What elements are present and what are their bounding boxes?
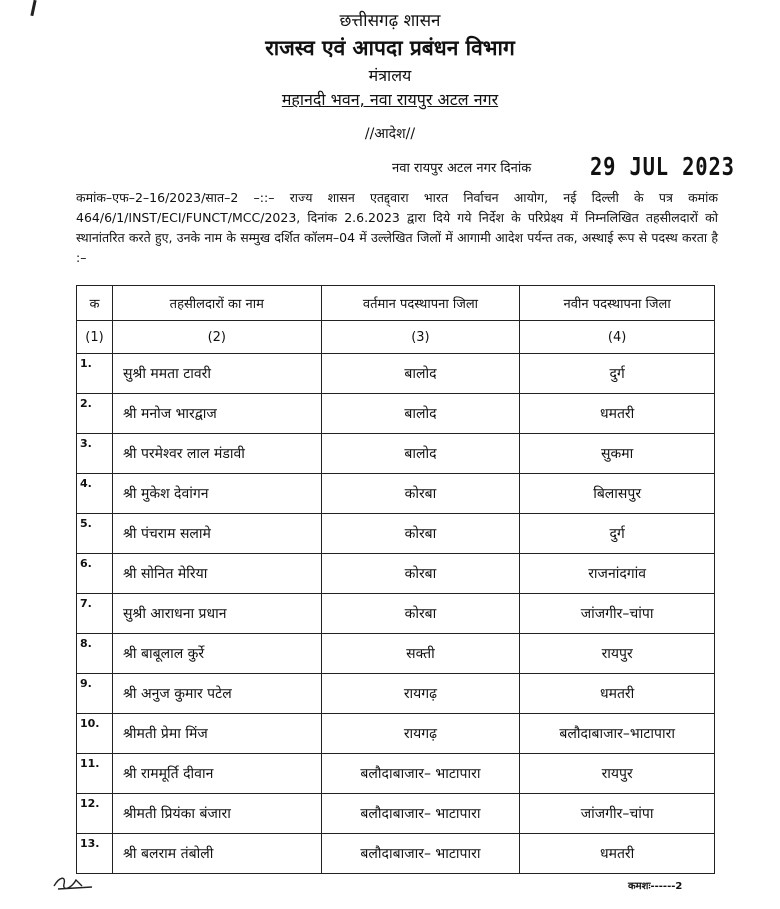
- table-row: [77, 634, 715, 674]
- table-row: [77, 354, 715, 394]
- new-district-cell: सुकमा: [520, 434, 715, 474]
- current-district-cell: बलौदाबाजार– भाटापारा: [321, 794, 520, 834]
- col-header-current-district: वर्तमान पदस्थापना जिला: [321, 286, 520, 321]
- government-name: छत्तीसगढ़ शासन: [339, 11, 441, 31]
- current-district-cell: रायगढ़: [321, 714, 520, 754]
- serial-cell: 5.: [77, 514, 113, 554]
- officer-name-cell: श्री अनुज कुमार पटेल: [112, 674, 321, 714]
- new-district-cell: राजनांदगांव: [520, 554, 715, 594]
- serial-cell: 3.: [77, 434, 113, 474]
- date-stamp: 29 JUL 2023: [590, 152, 735, 181]
- date-line: नवा रायपुर अटल नगर दिनांक: [392, 161, 532, 176]
- officer-name-cell: श्री मनोज भारद्वाज: [112, 394, 321, 434]
- current-district-cell: कोरबा: [321, 594, 520, 634]
- officer-name-cell: श्रीमती प्रियंका बंजारा: [112, 794, 321, 834]
- officer-name-cell: सुश्री ममता टावरी: [112, 354, 321, 394]
- col-header-serial: क: [77, 286, 113, 321]
- new-district-cell: बिलासपुर: [520, 474, 715, 514]
- table-row: [77, 754, 715, 794]
- column-index-row: [77, 321, 715, 354]
- new-district-cell: दुर्ग: [520, 514, 715, 554]
- address-line: महानदी भवन, नवा रायपुर अटल नगर: [281, 90, 499, 109]
- table-row: [77, 554, 715, 594]
- table-row: [77, 794, 715, 834]
- index-cell: (1): [77, 321, 113, 354]
- serial-cell: 10.: [77, 714, 113, 754]
- new-district-cell: जांजगीर–चांपा: [520, 594, 715, 634]
- table-row: [77, 394, 715, 434]
- order-title: //आदेश//: [364, 126, 416, 142]
- col-header-new-district: नवीन पदस्थापना जिला: [520, 286, 715, 321]
- current-district-cell: कोरबा: [321, 554, 520, 594]
- department-name: राजस्व एवं आपदा प्रबंधन विभाग: [265, 36, 515, 60]
- officer-name-cell: श्रीमती प्रेमा मिंज: [112, 714, 321, 754]
- current-district-cell: बालोद: [321, 354, 520, 394]
- officer-name-cell: श्री पंचराम सलामे: [112, 514, 321, 554]
- new-district-cell: धमतरी: [520, 674, 715, 714]
- current-district-cell: कोरबा: [321, 514, 520, 554]
- new-district-cell: जांजगीर–चांपा: [520, 794, 715, 834]
- table-row: [77, 834, 715, 874]
- serial-cell: 4.: [77, 474, 113, 514]
- officer-name-cell: श्री बाबूलाल कुर्रे: [112, 634, 321, 674]
- serial-cell: 6.: [77, 554, 113, 594]
- ministry-label: मंत्रालय: [368, 66, 412, 85]
- index-cell: (3): [321, 321, 520, 354]
- table-row: [77, 434, 715, 474]
- current-district-cell: बालोद: [321, 434, 520, 474]
- serial-cell: 11.: [77, 754, 113, 794]
- officer-name-cell: श्री मुकेश देवांगन: [112, 474, 321, 514]
- officer-name-cell: श्री राममूर्ति दीवान: [112, 754, 321, 794]
- new-district-cell: बलौदाबाजार–भाटापारा: [520, 714, 715, 754]
- new-district-cell: दुर्ग: [520, 354, 715, 394]
- table-row: [77, 594, 715, 634]
- current-district-cell: कोरबा: [321, 474, 520, 514]
- officer-name-cell: श्री बलराम तंबोली: [112, 834, 321, 874]
- index-cell: (4): [520, 321, 715, 354]
- current-district-cell: रायगढ़: [321, 674, 520, 714]
- new-district-cell: रायपुर: [520, 634, 715, 674]
- col-header-name: तहसीलदारों का नाम: [112, 286, 321, 321]
- order-paragraph: कमांक–एफ–2–16/2023/सात–2 –::– राज्य शासन एतद्द्वारा भारत निर्वाचन आयोग, नई दिल्ली के पत्र कमांक 464/6/1/INST/ECI/FUNCT/MCC/2023, दिनांक 2.6.2023 द्वारा दिये गये निर्देश के परिप्रेक्ष्य में निम्नलिखित तहसीलदारों को स्थानांतरित करते हुए, उनके नाम के सम्मुख दर्शित कॉलम–04 में उल्लेखित जिलों में आगामी आदेश पर्यन्त तक, अस्थाई रूप से पदस्थ करता है :–: [76, 190, 718, 265]
- serial-cell: 1.: [77, 354, 113, 394]
- table-row: [77, 474, 715, 514]
- officer-name-cell: श्री सोनित मेरिया: [112, 554, 321, 594]
- current-district-cell: बालोद: [321, 394, 520, 434]
- serial-cell: 7.: [77, 594, 113, 634]
- index-cell: (2): [112, 321, 321, 354]
- current-district-cell: बलौदाबाजार– भाटापारा: [321, 754, 520, 794]
- new-district-cell: रायपुर: [520, 754, 715, 794]
- table-row: [77, 674, 715, 714]
- serial-cell: 9.: [77, 674, 113, 714]
- initials-signature: [52, 872, 96, 892]
- officer-name-cell: श्री परमेश्वर लाल मंडावी: [112, 434, 321, 474]
- serial-cell: 2.: [77, 394, 113, 434]
- new-district-cell: धमतरी: [520, 834, 715, 874]
- transfer-table: [76, 285, 715, 874]
- current-district-cell: सक्ती: [321, 634, 520, 674]
- current-district-cell: बलौदाबाजार– भाटापारा: [321, 834, 520, 874]
- officer-name-cell: सुश्री आराधना प्रधान: [112, 594, 321, 634]
- table-row: [77, 514, 715, 554]
- serial-cell: 12.: [77, 794, 113, 834]
- continued-note: कमशः------2: [628, 881, 683, 892]
- table-row: [77, 714, 715, 754]
- new-district-cell: धमतरी: [520, 394, 715, 434]
- serial-cell: 8.: [77, 634, 113, 674]
- serial-cell: 13.: [77, 834, 113, 874]
